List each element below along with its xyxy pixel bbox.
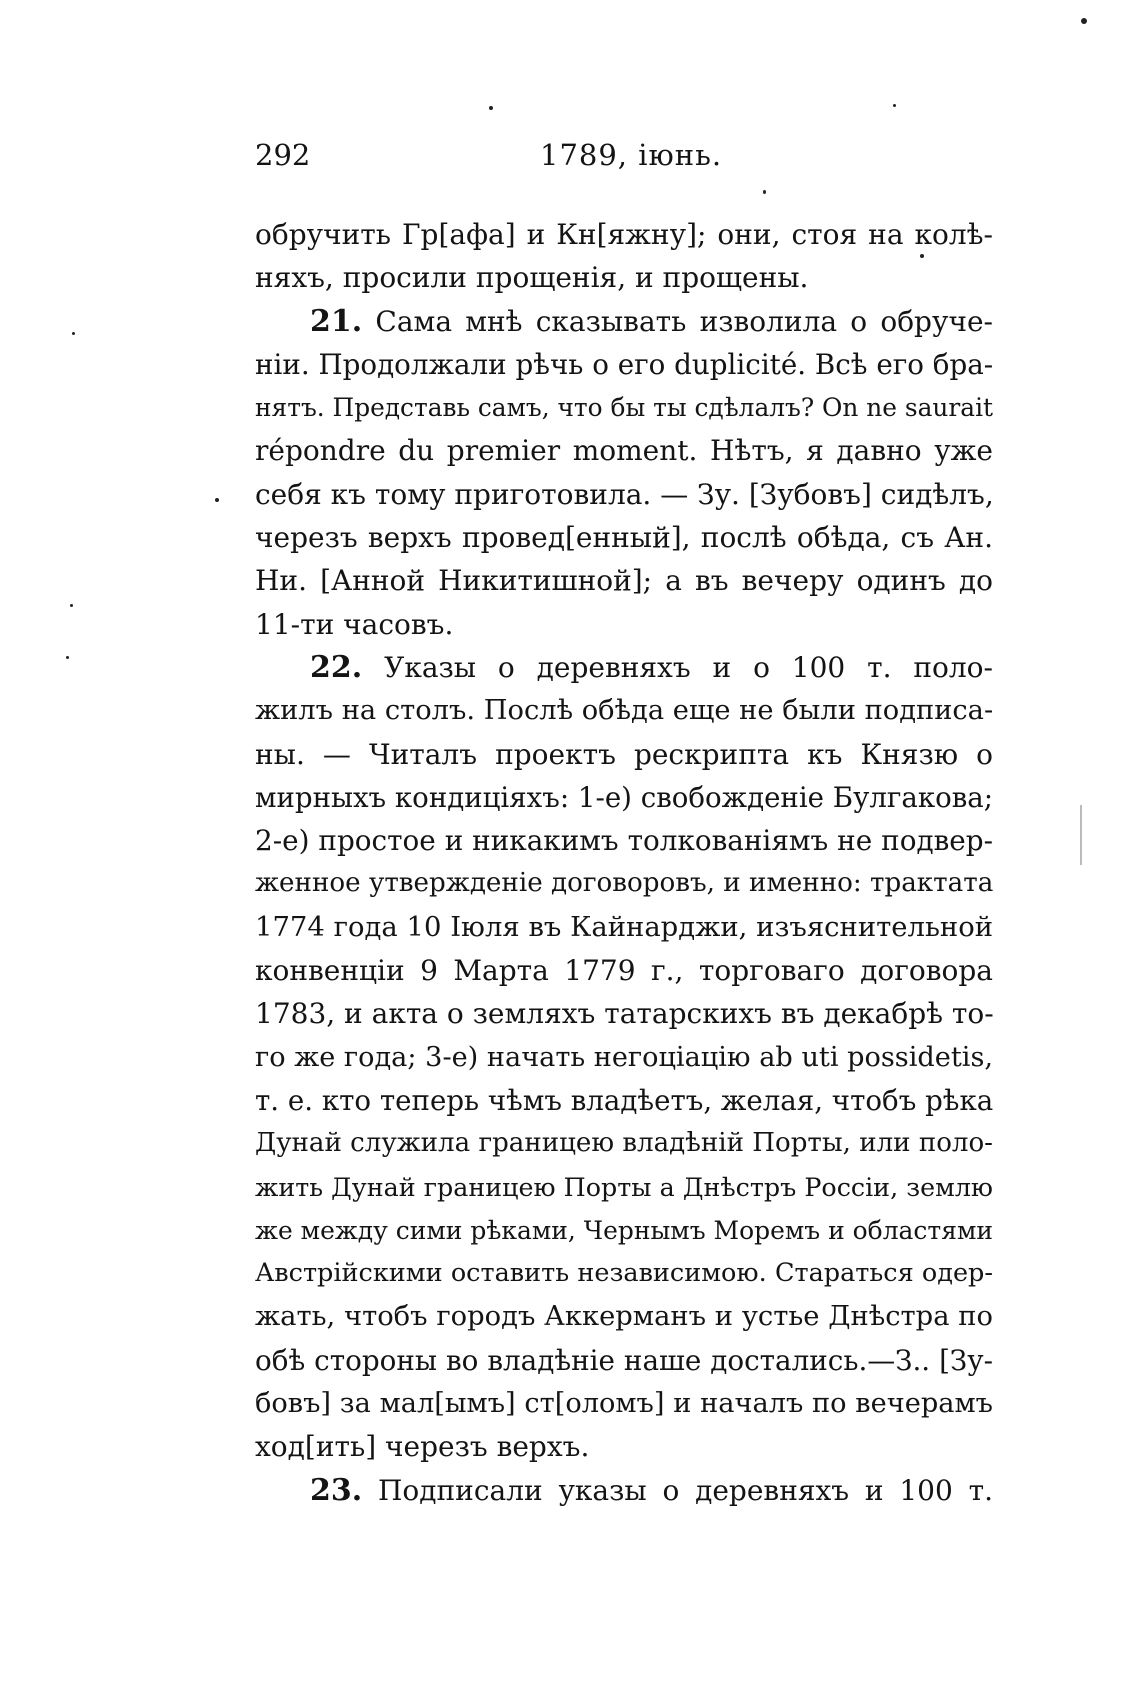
line-text: ход[ить] черезъ верхъ.	[255, 1430, 590, 1464]
text-line	[255, 1209, 993, 1252]
text-line	[255, 949, 993, 992]
scan-speck	[66, 656, 69, 659]
text-line	[255, 300, 993, 343]
entry-number: 22.	[310, 649, 363, 685]
text-line	[255, 516, 993, 559]
text-line	[255, 386, 993, 429]
page-header	[255, 138, 995, 178]
line-text: 1783, и акта о земляхъ татарскихъ въ декабрѣ то-	[255, 997, 994, 1031]
text-line	[255, 473, 993, 516]
scan-speck	[893, 104, 896, 107]
text-line	[255, 256, 993, 299]
line-text: répondre du premier moment. Нѣтъ, я давно уже	[255, 434, 993, 468]
scan-speck	[489, 106, 493, 110]
line-text: 1774 года 10 Іюля въ Кайнарджи, изъяснительной	[255, 911, 993, 943]
line-text: жать, чтобъ городъ Аккерманъ и устье Днѣстра по	[255, 1301, 993, 1333]
scan-speck	[920, 254, 924, 258]
line-text: конвенціи 9 Марта 1779 г., торговаго договора	[255, 954, 993, 988]
text-line	[255, 429, 993, 472]
text-line	[255, 1382, 993, 1425]
line-text: обѣ стороны во владѣніе наше достались.—З.. [Зу-	[255, 1343, 993, 1377]
text-line	[255, 906, 993, 949]
line-text: Сама мнѣ сказывать изволила о обруче-	[375, 304, 993, 338]
text-line	[255, 819, 993, 862]
line-text: го же года; 3-е) начать негоціацію ab uti possidetis,	[255, 1041, 993, 1073]
line-text: женное утвержденіе договоровъ, и именно: трактата	[255, 868, 994, 899]
entry-number: 23.	[310, 1472, 363, 1508]
line-text: нятъ. Представь самъ, что бы ты сдѣлалъ? On ne saurait	[255, 393, 993, 423]
line-text: няхъ, просили прощенія, и прощены.	[255, 261, 809, 295]
text-line	[255, 1339, 993, 1382]
line-text: Подписали указы о деревняхъ и 100 т.	[378, 1473, 993, 1507]
text-line	[255, 1122, 993, 1165]
line-text: Австрійскими оставить независимою. Стараться одер-	[255, 1258, 993, 1289]
scan-speck	[72, 332, 75, 335]
line-text: себя къ тому приготовила. — Зу. [Зубовъ] сидѣлъ,	[255, 477, 994, 511]
running-head: 1789, іюнь.	[540, 138, 723, 172]
text-line	[255, 689, 993, 732]
text-line	[255, 1295, 993, 1338]
text-line	[255, 559, 993, 602]
text-line	[255, 1166, 993, 1209]
text-line	[255, 343, 993, 386]
line-text: т. е. кто теперь чѣмъ владѣетъ, желая, чтобъ рѣка	[255, 1083, 994, 1117]
text-line	[255, 1469, 993, 1512]
entry-number: 21.	[310, 303, 363, 339]
line-text: жилъ на столъ. Послѣ обѣда еще не были подписа-	[255, 695, 994, 727]
scan-speck	[1080, 805, 1082, 865]
line-text: Ни. [Анной Никитишной]; а въ вечеру одинъ до	[255, 564, 993, 598]
line-text: 11-ти часовъ.	[255, 607, 454, 641]
text-line	[255, 733, 993, 776]
scan-speck	[215, 498, 219, 502]
line-text: бовъ] за мал[ымъ] ст[оломъ] и началъ по вечерамъ	[255, 1388, 993, 1420]
text-line	[255, 213, 993, 256]
line-text: черезъ верхъ провед[енный], послѣ обѣда, съ Ан.	[255, 521, 993, 555]
line-text: ніи. Продолжали рѣчь о его duplicité. Всѣ его бра-	[255, 347, 994, 381]
text-line	[255, 646, 993, 689]
line-text: Дунай служила границею владѣній Порты, или поло-	[255, 1128, 993, 1159]
scan-speck	[763, 190, 766, 194]
line-text: 2-е) простое и никакимъ толкованіямъ не подвер-	[255, 824, 993, 858]
line-text: жить Дунай границею Порты а Днѣстръ Россіи, землю	[255, 1171, 993, 1202]
scan-speck	[1081, 18, 1087, 24]
text-line	[255, 1252, 993, 1295]
body-text	[255, 213, 993, 1512]
text-line	[255, 776, 993, 819]
text-line	[255, 862, 993, 905]
line-text: же между сими рѣками, Чернымъ Моремъ и областями	[255, 1215, 993, 1245]
text-line	[255, 603, 993, 646]
text-line	[255, 992, 993, 1035]
text-line	[255, 1036, 993, 1079]
scan-speck	[70, 604, 73, 607]
line-text: ны. — Читалъ проектъ рескрипта къ Князю о	[255, 737, 993, 771]
text-line	[255, 1425, 993, 1468]
text-line	[255, 1079, 993, 1122]
line-text: обручить Гр[афа] и Кн[яжну]; они, стоя на колѣ-	[255, 218, 993, 251]
line-text: мирныхъ кондиціяхъ: 1-е) свобожденіе Булгакова;	[255, 780, 994, 814]
line-text: Указы о деревняхъ и о 100 т. поло-	[384, 650, 993, 684]
page-number: 292	[255, 138, 311, 172]
